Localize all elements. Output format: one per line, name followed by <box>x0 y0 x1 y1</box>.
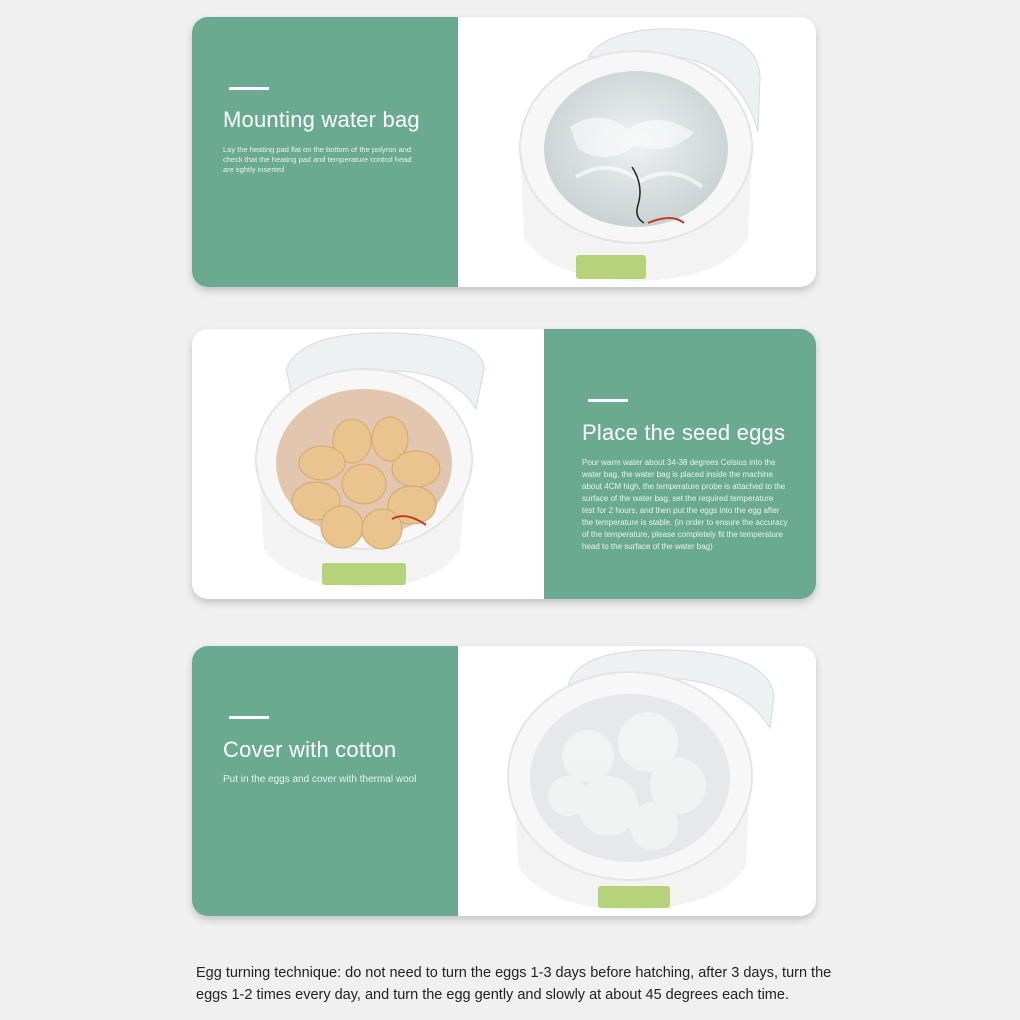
step-text-panel <box>544 329 816 599</box>
step-description: Put in the eggs and cover with thermal wool <box>223 774 417 785</box>
step-photo-cotton <box>458 646 816 916</box>
incubator-cotton-image <box>458 646 816 916</box>
step-card-mounting-water-bag <box>192 17 816 287</box>
step-photo-seed-eggs <box>192 329 544 599</box>
step-text-panel <box>192 17 458 287</box>
step-photo-water-bag <box>458 17 816 287</box>
title-accent-line <box>229 87 269 90</box>
step-card-place-seed-eggs <box>192 329 816 599</box>
step-title: Cover with cotton <box>223 737 397 762</box>
step-text-panel <box>192 646 458 916</box>
step-description: Pour warm water about 34-38 degrees Celsius into the water bag, the water bag is placed inside the machine about 4CM high, the temperature probe is attached to the surface of the water bag, set the required temperature test for 2 hours, and then put the eggs into the egg after the temperature is stable. (in order to ensure the accuracy of the temperature, please completely fit the temperature head to the surface of the water bag) <box>582 458 788 551</box>
incubator-eggs-image <box>192 329 544 599</box>
title-accent-line <box>229 716 269 719</box>
step-description: Lay the heating pad flat on the bottom of the polyron and check that the heating pad and temperature control head are tightly inserted <box>223 145 412 174</box>
egg-turning-note: Egg turning technique: do not need to turn the eggs 1-3 days before hatching, after 3 days, turn the eggs 1-2 times every day, and turn the egg gently and slowly at about 45 degrees each time. <box>196 965 832 1003</box>
step-title: Place the seed eggs <box>582 420 786 445</box>
incubator-water-bag-image <box>458 17 816 287</box>
step-title: Mounting water bag <box>223 107 420 132</box>
step-card-cover-with-cotton <box>192 646 816 916</box>
title-accent-line <box>588 399 628 402</box>
